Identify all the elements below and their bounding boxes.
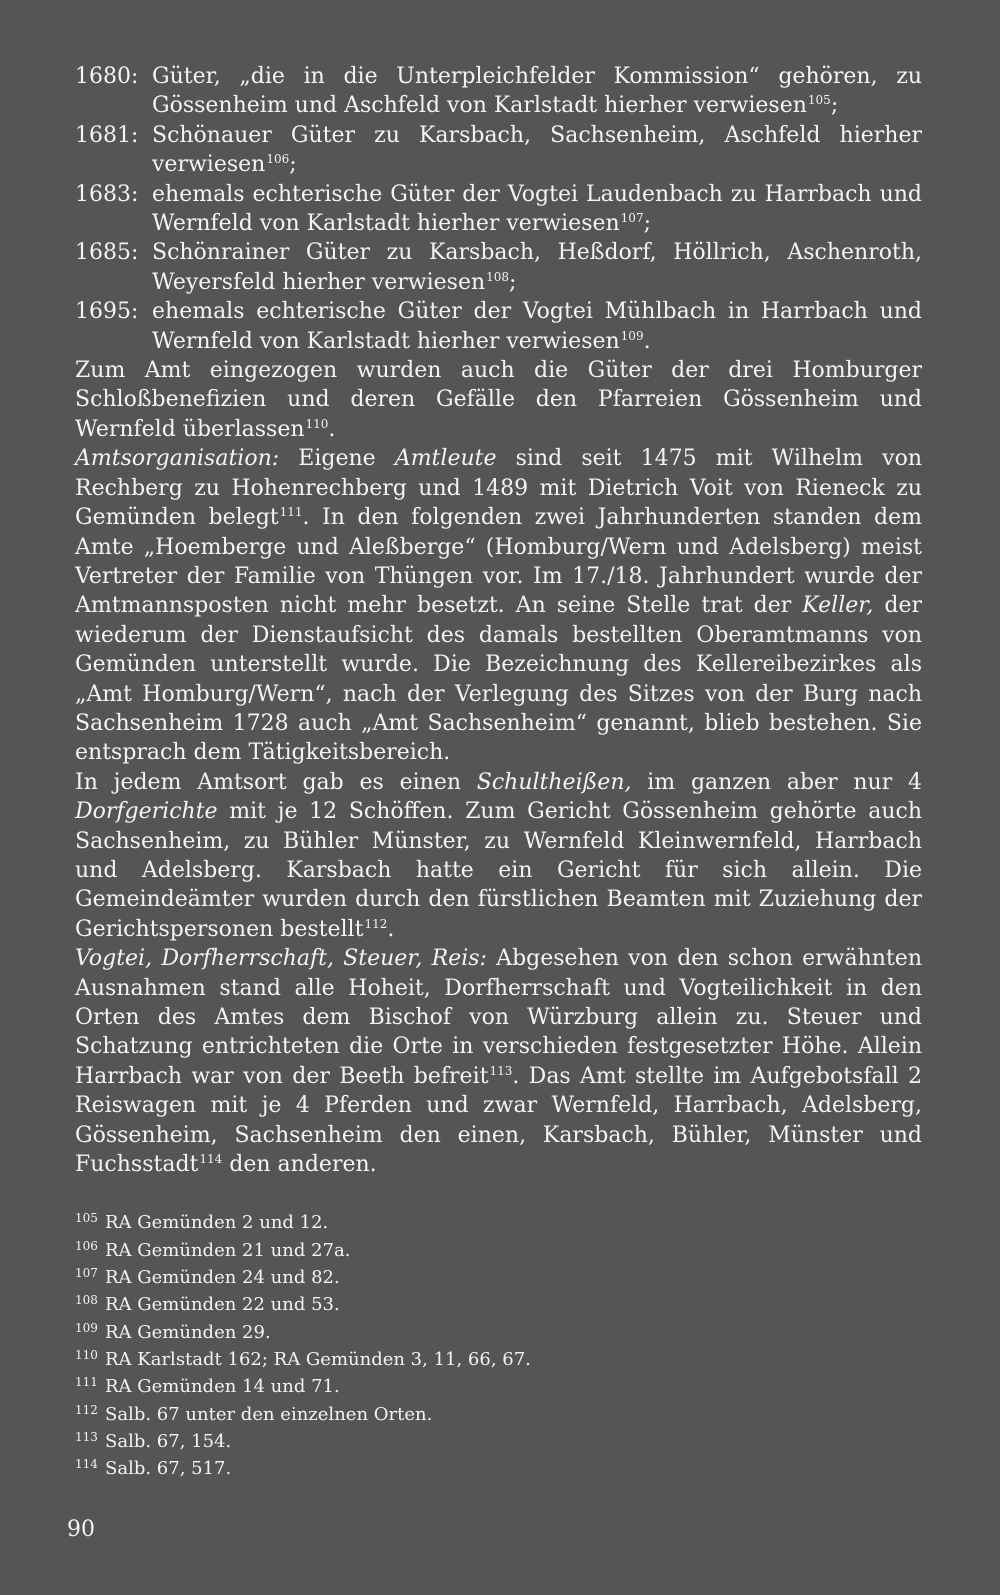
chronology-entry [75,180,922,239]
footnote-item [75,1371,922,1398]
footnotes-list [75,1207,922,1480]
footnote-text: RA Gemünden 14 und 71. [105,1376,340,1398]
term-amtleute: Amtleute [394,446,497,472]
footnote-ref[interactable]: 113 [489,1063,513,1078]
paragraph-vogtei: Vogtei, Dorfherrschaft, Steuer, Reis: Abgesehen von den schon erwähnten Ausnahmen stand alle Hoheit, Dorfherrschaft und Vogteilichkeit in den Orten des Amtes dem Bischof von Würzburg allein zu. Steuer und Schatzung entrichteten die Orte in verschieden festgesetzter Höhe. Allein Harrbach war von der Beeth befreit$^{113}$. Das Amt stellte im Aufgebotsfall 2 Reiswagen mit je 4 Pferden und zwar Wernfeld, Harrbach, Adelsberg, Gössenheim, Sachsenheim den einen, Karsbach, Bühler, Münster und Fuchsstadt$^{114}$ den anderen. [75,946,923,1178]
chronology-year: 1695: [75,299,139,325]
footnote-text: RA Gemünden 29. [105,1321,271,1343]
footnote-ref[interactable]: 105 [807,93,831,108]
term-schultheissen: Schultheißen, [476,769,632,795]
footnote-text: Salb. 67 unter den einzelnen Orten. [105,1403,433,1425]
footnote-number: 109 [75,1320,98,1335]
chronology-text: ehemals echterische Güter der Vogtei Laudenbach zu Harrbach und Wernfeld von Karlstadt hierher verwiesen$^{107}$; [152,181,922,237]
footnote-text: Salb. 67, 154. [105,1430,232,1452]
footnote-text: RA Gemünden 21 und 27a. [105,1239,351,1261]
footnote-item [75,1235,922,1262]
footnote-ref[interactable]: 106 [266,152,290,167]
chronology-year: 1681: [75,122,139,148]
chronology-entry [75,62,922,121]
footnote-item [75,1289,922,1316]
section-heading-vogtei: Vogtei, Dorfherrschaft, Steuer, Reis: [75,946,487,972]
footnote-ref[interactable]: 110 [305,416,329,431]
footnote-ref[interactable]: 108 [486,269,510,284]
footnote-text: RA Karlstadt 162; RA Gemünden 3, 11, 66, 67. [105,1348,531,1370]
footnote-text: Salb. 67, 517. [105,1458,232,1480]
footnote-number: 110 [75,1347,98,1362]
footnote-number: 106 [75,1238,98,1253]
footnote-ref[interactable]: 111 [279,505,303,520]
chronology-text: Schönrainer Güter zu Karsbach, Heßdorf, Höllrich, Aschenroth, Weyersfeld hierher verwiesen$^{108}$; [152,240,922,295]
section-heading-amtsorganisation: Amtsorganisation: [75,446,280,472]
footnote-ref[interactable]: 107 [620,211,644,226]
footnote-number: 114 [75,1457,98,1472]
paragraph-schultheissen: In jedem Amtsort gab es einen Schultheißen, im ganzen aber nur 4 Dorfgerichte mit je 12 Schöffen. Zum Gericht Gössenheim gehörte auch Sachsenheim, zu Bühler Münster, zu Wernfeld Kleinwernfeld, Harrbach und Adelsberg. Karsbach hatte ein Gericht für sich allein. Die Gemeindeämter wurden durch den fürstlichen Beamten mit Zuziehung der Gerichtspersonen bestellt$^{112}$. [75,769,922,942]
footnote-number: 112 [75,1402,98,1417]
chronology-text: ehemals echterische Güter der Vogtei Mühlbach in Harrbach und Wernfeld von Karlstadt hierher verwiesen$^{109}$. [152,299,922,354]
footnote-number: 108 [75,1293,98,1308]
chronology-list [75,62,922,356]
chronology-text: Schönauer Güter zu Karsbach, Sachsenheim, Aschfeld hierher verwiesen$^{106}$; [152,122,922,178]
footnote-number: 111 [75,1375,98,1390]
footnote-number: 107 [75,1266,98,1281]
footnote-text: RA Gemünden 2 und 12. [105,1212,329,1234]
footnote-item [75,1453,922,1480]
chronology-year: 1683: [75,181,139,207]
footnote-ref[interactable]: 114 [199,1152,223,1167]
footnote-item [75,1344,922,1371]
footnote-text: RA Gemünden 22 und 53. [105,1294,340,1316]
chronology-entry [75,297,922,356]
chronology-text: Güter, „die in die Unterpleichfelder Kommission“ gehören, zu Gössenheim und Aschfeld von Karlstadt hierher verwiesen$^{105}$; [152,64,922,119]
paragraph-amt-eingezogen: Zum Amt eingezogen wurden auch die Güter der drei Homburger Schloßbenefizien und deren Gefälle den Pfarreien Gössenheim und Wernfeld überlassen$^{110}$. [75,358,922,442]
footnote-ref[interactable]: 109 [620,328,644,343]
term-keller: Keller, [802,593,874,619]
footnote-item [75,1426,922,1453]
page-number: 90 [67,1517,95,1542]
chronology-year: 1685: [75,240,139,266]
chronology-entry [75,121,922,180]
paragraph-amtsorganisation: Amtsorganisation: Eigene Amtleute sind seit 1475 mit Wilhelm von Rechberg zu Hohenrechberg und 1489 mit Dietrich Voit von Rieneck zu Gemünden belegt$^{111}$. In den folgenden zwei Jahrhunderten standen dem Amte „Hoemberge und Aleßberge“ (Homburg/Wern und Adelsberg) meist Vertreter der Familie von Thüngen vor. Im 17./18. Jahrhundert wurde der Amtmannsposten nicht mehr besetzt. An seine Stelle trat der Keller, der wiederum der Dienstaufsicht des damals bestellten Oberamtmanns von Gemünden unterstellt wurde. Die Bezeichnung des Kellereibezirkes als „Amt Homburg/Wern“, nach der Verlegung des Sitzes von der Burg nach Sachsenheim 1728 auch „Amt Sachsenheim“ genannt, blieb bestehen. Sie entsprach dem Tätigkeitsbereich. [75,446,922,766]
footnote-text: RA Gemünden 24 und 82. [105,1267,340,1289]
chronology-year: 1680: [75,64,139,89]
footnote-number: 105 [75,1211,98,1226]
footnote-item [75,1262,922,1289]
chronology-entry [75,238,922,297]
footnote-item [75,1207,922,1234]
footnote-ref[interactable]: 112 [364,916,388,931]
footnote-number: 113 [75,1429,98,1444]
footnote-item [75,1317,922,1344]
document-page [75,62,922,1496]
term-dorfgerichte: Dorfgerichte [75,799,218,825]
footnote-item [75,1399,922,1426]
